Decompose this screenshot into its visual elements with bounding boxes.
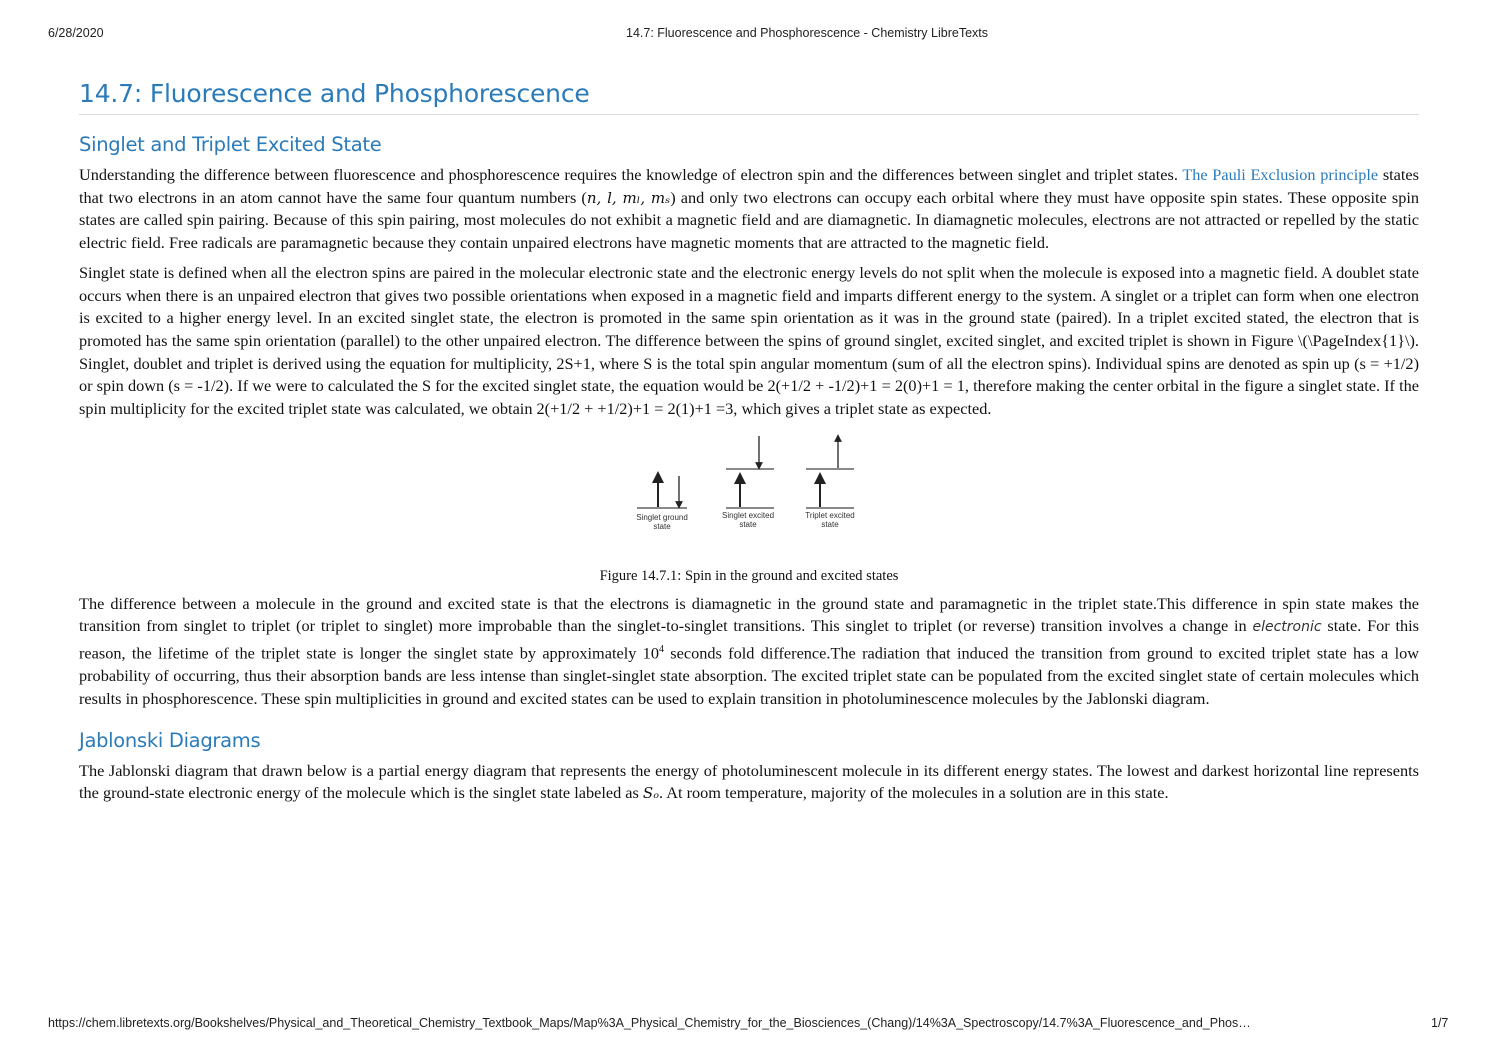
s0-math: Sₒ [642,784,659,803]
print-url: https://chem.libretexts.org/Bookshelves/Physical_and_Theoretical_Chemistry_Textbook_Maps/Map%3A_Physical_Chemistry_for_the_Biosciences_(Chang)/14%3A_Spectroscopy/14.7%3A_Fluorescence_and_Phos… [48,1016,1251,1030]
paragraph-text: . At room temperature, majority of the molecules in a solution are in this state. [658,783,1169,803]
page-title: 14.7: Fluorescence and Phosphorescence [79,78,1419,115]
svg-text:state: state [821,519,839,529]
figure-caption: Figure 14.7.1: Spin in the ground and excited states [599,567,899,584]
label-singlet-excited: Singlet excited [721,510,775,520]
article-content [79,78,1419,812]
paragraph-text: ) and only two electrons can occupy each orbital where they must have opposite spin states. These opposite spin states are called spin pairing. Because of this spin pairing, most molecules do not exhibit a magnetic field and are diamagnetic. In diamagnetic molecules, electrons are not attracted or repelled by the static electric field. Free radicals are paramagnetic because they contain unpaired electrons have magnetic moments that are attracted to the magnetic field. [79,187,1419,253]
section-heading-singlet-triplet: Singlet and Triplet Excited State [79,133,382,156]
print-page-number: 1/7 [1431,1016,1449,1030]
pauli-exclusion-link[interactable]: The Pauli Exclusion principle [1182,165,1379,184]
svg-text:state: state [739,519,757,529]
label-singlet-ground: Singlet ground [636,512,688,522]
spin-diagram-image [624,428,874,538]
paragraph-text: state. For this reason, the lifetime of the triplet state is longer the singlet state by approximately 10 [79,616,1419,663]
paragraph-jablonski [79,760,1419,805]
paragraph-text: The difference between a molecule in the ground and excited state is that the electrons is diamagnetic in the ground state and paramagnetic in the triplet state.This difference in spin state makes the transition from singlet to triplet (or triplet to singlet) more improbable than the singlet-to-singlet transitions. This singlet to triplet (or reverse) transition involves a change in [79,593,1419,636]
paragraph-text: The Jablonski diagram that drawn below is a partial energy diagram that represents the energy of photoluminescent molecule in its different energy states. The lowest and darkest horizontal line represents the ground-state electronic energy of the molecule which is the singlet state labeled as [79,760,1419,803]
label-triplet-excited: Triplet excited [805,510,855,520]
print-header [0,26,1497,44]
print-footer [0,1016,1497,1034]
paragraph-text: seconds fold difference.The radiation that induced the transition from ground to excited triplet state has a low probability of occurring, thus their absorption bands are less intense than singlet-singlet state absorption. The excited triplet state can be populated from the excited singlet state of certain molecules which results in phosphorescence. These spin multiplicities in ground and excited states can be used to explain transition in photoluminescence molecules by the Jablonski diagram. [79,643,1420,708]
paragraph-singlet-definition: Singlet state is defined when all the electron spins are paired in the molecular electronic state and the electronic energy levels do not split when the molecule is exposed into a magnetic field. A doublet state occurs when there is an unpaired electron that gives two possible orientations when exposed in a magnetic field and imparts different energy to the system. A singlet or a triplet can form when one electron is excited to a higher energy level. In an excited singlet state, the electron is promoted in the same spin orientation as it was in the ground state (paired). In a triplet excited stated, the electron that is promoted has the same spin orientation (parallel) to the other unpaired electron. The difference between the spins of ground singlet, excited singlet, and excited triplet is shown in Figure \(\PageIndex{1}\). Singlet, doublet and triplet is derived using the equation for multiplicity, 2S+1, where S is the total spin angular momentum (sum of all the electron spins). Individual spins are denoted as spin up (s = +1/2) or spin down (s = -1/2). If we were to calculated the S for the excited singlet state, the equation would be 2(+1/2 + -1/2)+1 = 2(0)+1 = 1, therefore making the center orbital in the figure a singlet state. If the spin multiplicity for the excited triplet state was calculated, we obtain 2(+1/2 + +1/2)+1 = 2(1)+1 =3, which gives a triplet state as expected. [79,262,1419,419]
quantum-numbers-math: n, l, mₗ, mₛ [586,188,671,207]
electronic-italic: electronic [1252,619,1322,636]
paragraph-ground-vs-excited [79,593,1419,711]
svg-text:state: state [653,521,671,531]
print-date: 6/28/2020 [48,26,104,40]
paragraph-text: Understanding the difference between fluorescence and phosphorescence requires the knowledge of electron spin and the differences between singlet and triplet states. [79,165,1183,184]
exponent: 4 [658,644,664,656]
print-page-title: 14.7: Fluorescence and Phosphorescence - Chemistry LibreTexts [626,26,988,40]
paragraph-text: states that two electrons in an atom cannot have the same four quantum numbers ( [79,165,1419,207]
spin-states-figure [79,428,1419,568]
section-heading-jablonski: Jablonski Diagrams [79,728,261,752]
paragraph-spin-intro [79,164,1419,255]
